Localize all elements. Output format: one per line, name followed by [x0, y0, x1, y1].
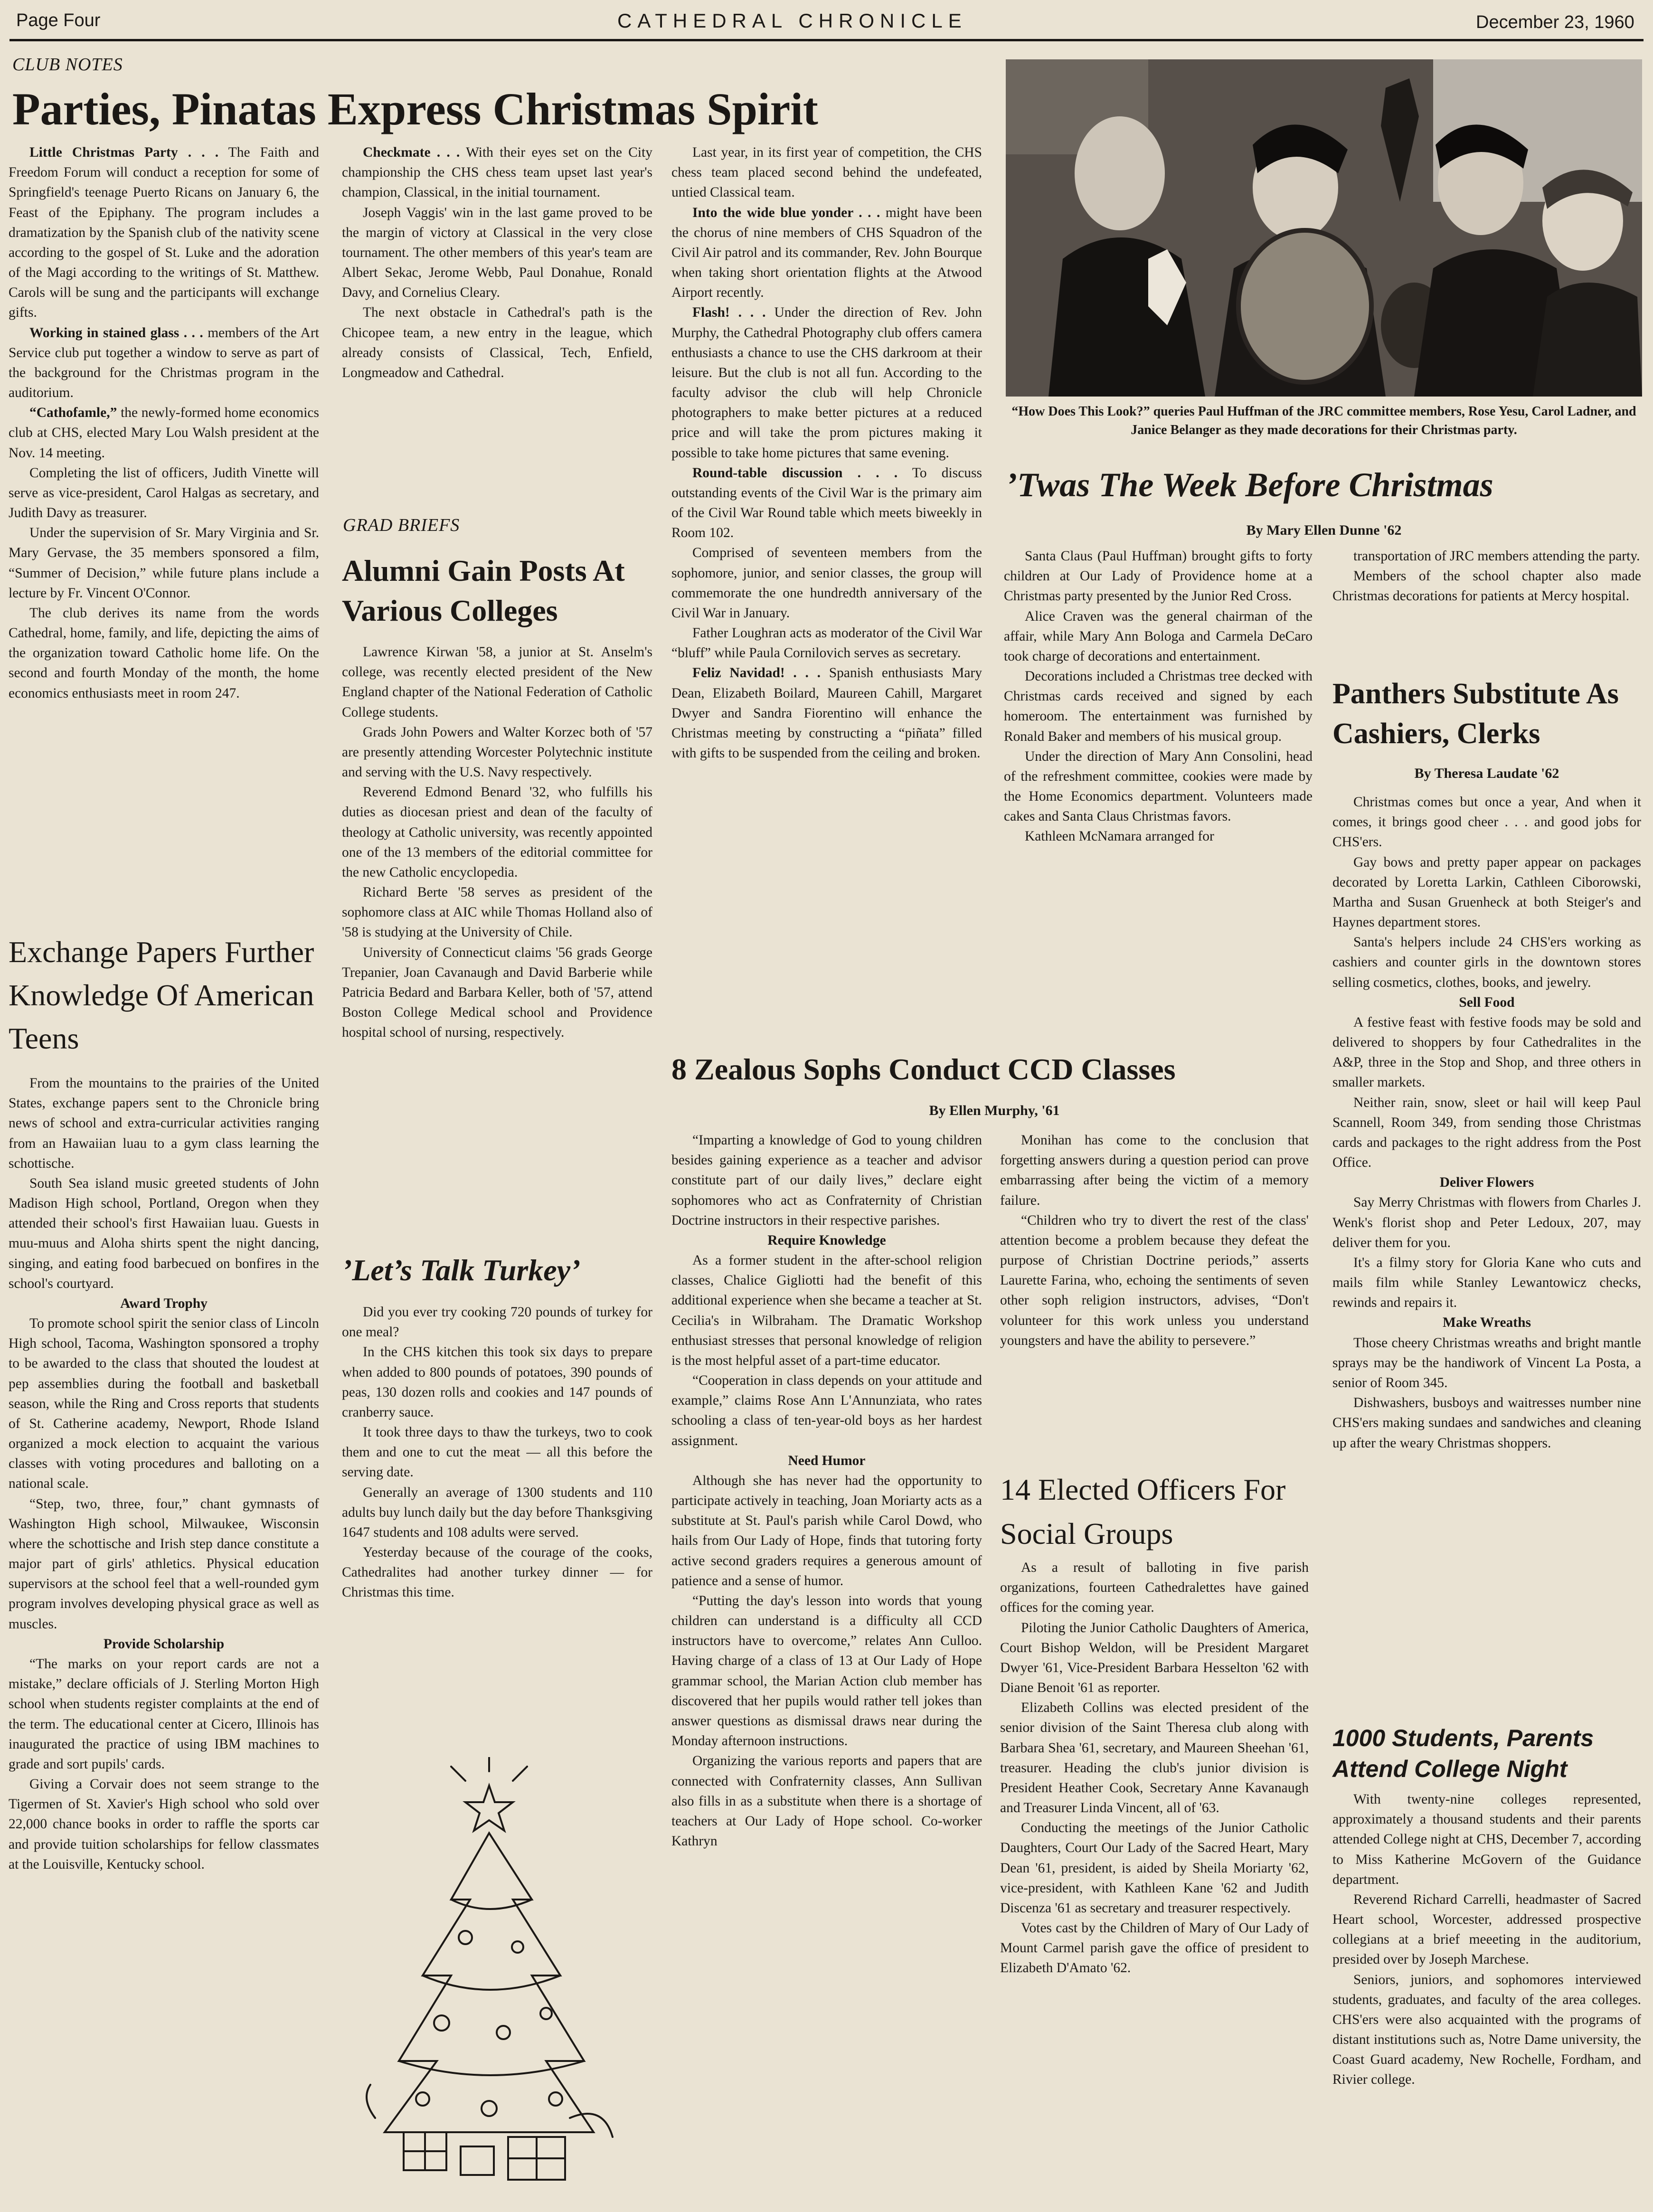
- paragraph: As a former student in the after-school religion classes, Chalice Gigliotti had the benefit of this additional experience when she became a teacher at St. Cecilia's in Wilbraham. The Dramatic Workshop enthusiast stresses that personal knowledge of religion is the most helpful asset of a part-time educator.: [671, 1253, 982, 1368]
- paragraph: Monihan has come to the conclusion that forgetting answers during a question period can prove embarrassing after being the victim of a memory failure.: [1000, 1133, 1309, 1208]
- club-notes-headline: Parties, Pinatas Express Christmas Spirit: [12, 84, 818, 134]
- subhead: Require Knowledge: [767, 1232, 886, 1248]
- paragraph-text: might have been the chorus of nine members of CHS Squadron of the Civil Air patrol and its commander, Rev. John Bourque when taking short orientation flights at the Atwood Airport recently.: [671, 205, 982, 301]
- paragraph: Reverend Edmond Benard '32, who fulfills his duties as diocesan priest and dean of the faculty of theology at Catholic university, was recently appointed one of the 13 members of the editorial committee for the new Catholic encyclopedia.: [342, 785, 652, 880]
- turkey-headline: ’Let’s Talk Turkey’: [342, 1253, 581, 1287]
- subhead: Need Humor: [788, 1453, 866, 1468]
- paragraph: Yesterday because of the courage of the cooks, Cathedralites had another turkey dinner — for Christmas this time.: [342, 1545, 652, 1600]
- college-night-headline: 1000 Students, Parents Attend College Night: [1332, 1725, 1594, 1782]
- paragraph: Grads John Powers and Walter Korzec both of '57 are presently attending Worcester Polytechnic institute and serving with the U.S. Navy respectively.: [342, 724, 652, 780]
- christmas-tree-icon: [347, 1757, 641, 2194]
- paragraph: The next obstacle in Cathedral's path is the Chicopee team, a new entry in the league, which already consists of Classical, Tech, Enfield, Longmeadow and Cathedral.: [342, 305, 652, 380]
- paragraph: Under the supervision of Sr. Mary Virginia and Sr. Mary Gervase, the 35 members sponsored a film, “Summer of Decision,” while future plans include a lecture by Fr. Vincent O'Connor.: [9, 525, 319, 601]
- twas-byline: By Mary Ellen Dunne '62: [1246, 522, 1402, 538]
- twas-col1: [1004, 546, 1313, 847]
- paragraph: In the CHS kitchen this took six days to prepare when added to 800 pounds of potatoes, 390 pounds of peas, 130 dozen rolls and cookies and 147 pounds of cranberry sauce.: [342, 1344, 652, 1420]
- paragraph: Father Loughran acts as moderator of the Civil War “bluff” while Paula Cornilovich serves as secretary.: [671, 625, 982, 661]
- paragraph: Gay bows and pretty paper appear on packages decorated by Loretta Larkin, Cathleen Ciborowski, Martha and Susan Gruenheck at both Steiger's and Haynes department stores.: [1332, 854, 1641, 930]
- paragraph: [671, 663, 982, 763]
- subhead: Deliver Flowers: [1439, 1175, 1534, 1191]
- panthers-headline: Panthers Substitute As Cashiers, Clerks: [1332, 678, 1619, 750]
- paragraph: The club derives its name from the words Cathedral, home, family, and life, depicting the aims of the organization toward Catholic home life. On the second and fourth Monday of the month, the home economics enthusiasts meet in room 247.: [9, 605, 319, 701]
- exchange-headline: Exchange Papers Further Knowledge Of American Teens: [9, 935, 314, 1055]
- paragraph: Santa's helpers include 24 CHS'ers working as cashiers and counter girls in the downtown stores selling cosmetics, clothes, books, and jewelry.: [1332, 935, 1641, 990]
- officers-headline: 14 Elected Officers For Social Groups: [1000, 1473, 1286, 1551]
- turkey-body: [342, 1302, 652, 1603]
- paragraph: [9, 403, 319, 463]
- lead-in: Checkmate . . .: [363, 145, 460, 160]
- paragraph: Conducting the meetings of the Junior Catholic Daughters, Court Our Lady of the Sacred Heart, Mary Dean '61, president, is aided by Sheila Moriarty '62, vice-president, with Kathleen Kane '62 and Judith Discenza '61 as secretary and treasurer respectively.: [1000, 1820, 1309, 1916]
- twas-col2: [1332, 546, 1641, 606]
- paragraph: “The marks on your report cards are not a mistake,” declare officials of J. Sterling Morton High school when students register complaints at the end of the term. The educational center at Cicero, Illinois has inaugurated the practice of using IBM machines to grade and sort pupils' cards.: [9, 1656, 319, 1772]
- paragraph: To promote school spirit the senior class of Lincoln High school, Tacoma, Washington sponsored a trophy to be awarded to the class that shouted the loudest at pep assemblies during the football and basketball season, while the Ring and Cross reports that students of St. Catherine academy, Newport, Rhode Island organized a mock election to acquaint the various classes with voting procedures and balloting on a national scale.: [9, 1316, 319, 1492]
- lead-in: Flash! . . .: [692, 305, 766, 321]
- paragraph: Elizabeth Collins was elected president of the senior division of the Saint Theresa club along with Barbara Shea '61, secretary, and Maureen Sheehan '61, treasurer. Heading the club's junior division is President Heather Cook, Secretary Anne Kavanaugh and Treasurer Linda Vincent, all of '63.: [1000, 1700, 1309, 1816]
- ccd-col1: [671, 1130, 982, 1851]
- subhead: Make Wreaths: [1442, 1315, 1531, 1331]
- paragraph: [342, 142, 652, 203]
- page-number: Page Four: [16, 10, 101, 30]
- paragraph: transportation of JRC members attending the party.: [1353, 548, 1640, 564]
- ccd-byline: By Ellen Murphy, '61: [929, 1103, 1060, 1118]
- paragraph: From the mountains to the prairies of the United States, exchange papers sent to the Chronicle bring news of school and extra-curricular activities ranging from an Hawaiian luau to a gym class learning the schottische.: [9, 1076, 319, 1171]
- paragraph: Votes cast by the Children of Mary of Our Lady of Mount Carmel parish gave the office of president to Elizabeth D'Amato '62.: [1000, 1920, 1309, 1976]
- panthers-byline: By Theresa Laudate '62: [1414, 766, 1559, 781]
- lead-in: “Cathofamle,”: [29, 405, 117, 421]
- photo-icon: [1006, 59, 1642, 397]
- paragraph: A festive feast with festive foods may be sold and delivered to shoppers by four Cathedralites in the A&P, three in the Stop and Shop, and three others in smaller markets.: [1332, 1014, 1641, 1090]
- lead-in: Little Christmas Party . . .: [29, 145, 219, 160]
- subhead: Award Trophy: [120, 1295, 208, 1311]
- paragraph: Giving a Corvair does not seem strange to the Tigermen of St. Xavier's High school who sold over 22,000 chance books in order to raffle the sports car and provide tuition scholarships for fellow classmates at the Louisville, Kentucky school.: [9, 1777, 319, 1872]
- paragraph: Generally an average of 1300 students and 110 adults buy lunch daily but the day before Thanksgiving 1647 students and 108 adults were served.: [342, 1484, 652, 1540]
- paragraph: Last year, in its first year of competition, the CHS chess team placed second behind the undefeated, untied Classical team.: [671, 145, 982, 200]
- paragraph: Christmas comes but once a year, And when it comes, it brings good cheer . . . and good jobs for CHS'ers.: [1332, 794, 1641, 850]
- paragraph: “Cooperation in class depends on your attitude and example,” claims Rose Ann L'Annunziata, who rates schooling a class of ten-year-old boys as her hardest assignment.: [671, 1373, 982, 1448]
- christmas-tree-drawing: [347, 1757, 641, 2194]
- paragraph: Neither rain, snow, sleet or hail will keep Paul Scannell, Room 349, from sending those Christmas cards and packages to the right address from the Post Office.: [1332, 1095, 1641, 1171]
- grad-briefs-body: [342, 642, 652, 1042]
- lead-in: Feliz Navidad! . . .: [692, 665, 821, 681]
- paragraph-text: The Faith and Freedom Forum will conduct a reception for some of Springfield's teenage Puerto Ricans on January 6, the Feast of the Epiphany. The program includes a dramatization by the Spanish club of the nativity scene according to the gospel of St. Luke and the adoration of the Magi according to the writings of St. Matthew. Carols will be sung and the participants will exchange gifts.: [9, 145, 320, 321]
- club-notes-col1: [9, 142, 319, 703]
- paragraph: Those cheery Christmas wreaths and bright mantle sprays may be the handiwork of Vincent La Posta, a senior of Room 345.: [1332, 1335, 1641, 1390]
- club-notes-kicker: CLUB NOTES: [12, 55, 123, 75]
- paragraph: “Children who try to divert the rest of the class' attention become a problem because they defeat the purpose of Christian Doctrine periods,” asserts Laurette Farina, who, echoing the sentiments of seven other soph religion instructors, advises, “Don't volunteer for this work unless you understand youngsters and have the ability to persevere.”: [1000, 1212, 1309, 1348]
- paragraph: Santa Claus (Paul Huffman) brought gifts to forty children at Our Lady of Providence home at a Christmas party presented by the Junior Red Cross.: [1004, 548, 1313, 604]
- paragraph: With twenty-nine colleges represented, approximately a thousand students and their parents attended College night at CHS, December 7, according to Miss Katherine McGovern of the Guidance department.: [1332, 1792, 1641, 1887]
- paragraph: Dishwashers, busboys and waitresses number nine CHS'ers making sundaes and sandwiches and cleaning up after the weary Christmas shoppers.: [1332, 1395, 1641, 1451]
- paragraph: [671, 302, 982, 463]
- lead-in: Round-table discussion . . .: [692, 465, 898, 481]
- paragraph: Did you ever try cooking 720 pounds of turkey for one meal?: [342, 1305, 652, 1340]
- paragraph: Joseph Vaggis' win in the last game proved to be the margin of victory at Classical in the very close tournament. The other members of this year's team are Albert Sekac, Jerome Webb, Paul Donahue, Ronald Davy, and Cornelius Cleary.: [342, 205, 652, 301]
- paragraph: It took three days to thaw the turkeys, two to cook them and one to cut the meat — all this before the serving date.: [342, 1425, 652, 1480]
- paragraph: “Putting the day's lesson into words that young children can understand is a difficulty all CCD instructors have to overcome,” relates Ann Culloo. Having charge of a class of 13 at Our Lady of Hope grammar school, the Marian Action club member has discovered that her pupils would rather tell jokes than answer questions as dismissal draws near during the Monday afternoon instructions.: [671, 1593, 982, 1749]
- paragraph: University of Connecticut claims '56 grads George Trepanier, Joan Cavanaugh and David Barberie while Patricia Bedard and Barbara Keller, both of '57, attend Boston College Medical school and Providence hospital school of nursing, respectively.: [342, 945, 652, 1040]
- paragraph: Comprised of seventeen members from the sophomore, junior, and senior classes, the group will commemorate the one hundredth anniversary of the Civil War in January.: [671, 545, 982, 621]
- club-notes-col2: [342, 142, 652, 383]
- paragraph: Say Merry Christmas with flowers from Charles J. Wenk's florist shop and Peter Ledoux, 207, may deliver them for you.: [1332, 1195, 1641, 1250]
- paragraph: “Imparting a knowledge of God to young children besides gaining experience as a teacher and advisor constitute part of our daily lives,” declare eight sophomores who act as Confraternity of Christian Doctrine instructors in their respective parishes.: [671, 1133, 982, 1228]
- issue-date: December 23, 1960: [1476, 12, 1634, 32]
- paragraph: Seniors, juniors, and sophomores interviewed students, graduates, and faculty of the area colleges. CHS'ers were also acquainted with the programs of distant institutions such as, Notre Dame university, the Coast Guard academy, New Rochelle, Fordham, and Rivier college.: [1332, 1972, 1641, 2088]
- panthers-body: [1332, 792, 1641, 1453]
- paper-name: CATHEDRAL CHRONICLE: [617, 9, 967, 32]
- paragraph: Under the direction of Mary Ann Consolini, head of the refreshment committee, cookies were made by the Home Economics department. Volunteers made cakes and Santa Claus Christmas favors.: [1004, 748, 1313, 824]
- paragraph: Members of the school chapter also made Christmas decorations for patients at Mercy hospital.: [1332, 568, 1641, 604]
- paragraph: Alice Craven was the general chairman of the affair, while Mary Ann Bologa and Carmela DeCaro took charge of decorations and entertainment.: [1004, 608, 1313, 664]
- grad-briefs-kicker: GRAD BRIEFS: [343, 515, 460, 535]
- paragraph: It's a filmy story for Gloria Kane who cuts and mails film while Stanley Lewantowicz checks, rewinds and repairs it.: [1332, 1255, 1641, 1311]
- paragraph: Richard Berte '58 serves as president of the sophomore class at AIC while Thomas Holland also of '58 is studying at the University of Chile.: [342, 885, 652, 940]
- christmas-decorating-photo: [1006, 59, 1642, 397]
- paragraph: [9, 142, 319, 323]
- masthead-rule: [9, 39, 1644, 41]
- paragraph-text: members of the Art Service club put together a window to serve as part of the background for the Christmas program in the auditorium.: [9, 325, 319, 401]
- paragraph: Completing the list of officers, Judith Vinette will serve as vice-president, Carol Halgas as secretary, and Judith Davy as treasurer.: [9, 465, 319, 521]
- paragraph: [671, 463, 982, 543]
- club-notes-col3: [671, 142, 982, 763]
- paragraph: As a result of balloting in five parish organizations, fourteen Cathedralettes have gained offices for the coming year.: [1000, 1560, 1309, 1616]
- paragraph: Kathleen McNamara arranged for: [1025, 829, 1214, 844]
- paragraph: Piloting the Junior Catholic Daughters of America, Court Bishop Weldon, will be President Margaret Dwyer '61, Vice-President Barbara Hesselton '62 with Diane Benoit '61 as reporter.: [1000, 1620, 1309, 1696]
- photo-caption: “How Does This Look?” queries Paul Huffman of the JRC committee members, Rose Yesu, Carol Ladner, and Janice Belanger as they made decorations for their Christmas party.: [1011, 404, 1636, 437]
- twas-headline: ’Twas The Week Before Christmas: [1006, 466, 1493, 504]
- lead-in: Working in stained glass . . .: [29, 325, 203, 340]
- grad-briefs-headline: Alumni Gain Posts At Various Colleges: [342, 554, 625, 628]
- lead-in: Into the wide blue yonder . . .: [692, 205, 880, 220]
- paragraph: Organizing the various reports and papers that are connected with Confraternity classes, Ann Sullivan also fills in as a substitute when there is a shortage of teachers at Our Lady of Hope school. Co-worker Kathryn: [671, 1753, 982, 1849]
- ccd-headline: 8 Zealous Sophs Conduct CCD Classes: [671, 1052, 1176, 1086]
- paragraph: Reverend Richard Carrelli, headmaster of Sacred Heart school, Worcester, addressed prospective collegians at a brief meeeting in the auditorium, presided over by Joseph Marchese.: [1332, 1891, 1641, 1967]
- paragraph: [671, 203, 982, 303]
- paragraph-text: the newly-formed home economics club at CHS, elected Mary Lou Walsh president at the Nov. 14 meeting.: [9, 405, 319, 461]
- paragraph: Although she has never had the opportunity to participate actively in teaching, Joan Moriarty acts as a substitute at St. Paul's parish while Carol Dowd, who hails from Our Lady of Hope, finds that tutoring forty active second graders requires a generous amount of patience and a sense of humor.: [671, 1473, 982, 1588]
- paragraph: [9, 323, 319, 403]
- ccd-col2: [1000, 1130, 1309, 1351]
- paragraph: South Sea island music greeted students of John Madison High school, Portland, Oregon when they attended their school's first Hawaiian luau. Guests in muu-muus and Aloha shirts spent the night dancing, singing, and eating food barbecued on bonfires in the school's courtyard.: [9, 1175, 319, 1291]
- subhead: Sell Food: [1459, 994, 1515, 1010]
- paragraph: Lawrence Kirwan '58, a junior at St. Anselm's college, was recently elected president of the New England chapter of the National Federation of Catholic College students.: [342, 644, 652, 720]
- college-night-body: [1332, 1789, 1641, 2090]
- officers-body: [1000, 1558, 1309, 1978]
- exchange-body: [9, 1073, 319, 1874]
- paragraph: “Step, two, three, four,” chant gymnasts of Washington High school, Milwaukee, Wisconsin where the schottische and Irish step dance constitute a major part of girls' athletics. Physical education supervisors at the school feel that a well-rounded gym program involves developing physical grace as well as muscles.: [9, 1496, 319, 1632]
- paragraph-text: Spanish enthusiasts Mary Dean, Elizabeth Boilard, Maureen Cahill, Margaret Dwyer and Sandra Fiorentino will enhance the Christmas meeting by constructing a “piñata” filled with gifts to be suspended from the ceiling and broken.: [671, 665, 982, 761]
- paragraph-text: Under the direction of Rev. John Murphy, the Cathedral Photography club offers camera enthusiasts a chance to use the CHS darkroom at their leisure. But the club is not all fun. According to the faculty advisor the club will help Chronicle photographers to make better pictures at a reduced price and will take the prom pictures making it possible to take home pictures that same evening.: [671, 305, 982, 461]
- subhead: Provide Scholarship: [103, 1636, 225, 1652]
- paragraph: Decorations included a Christmas tree decked with Christmas cards received and signed by each homeroom. The entertainment was furnished by Ronald Baker and members of his musical group.: [1004, 669, 1313, 744]
- paragraph-text: With their eyes set on the City championship the CHS chess team upset last year's champion, Classical, in the initial tournament.: [342, 145, 652, 200]
- paragraph-text: To discuss outstanding events of the Civil War is the primary aim of the Civil War Round table which meets biweekly in Room 102.: [671, 465, 982, 541]
